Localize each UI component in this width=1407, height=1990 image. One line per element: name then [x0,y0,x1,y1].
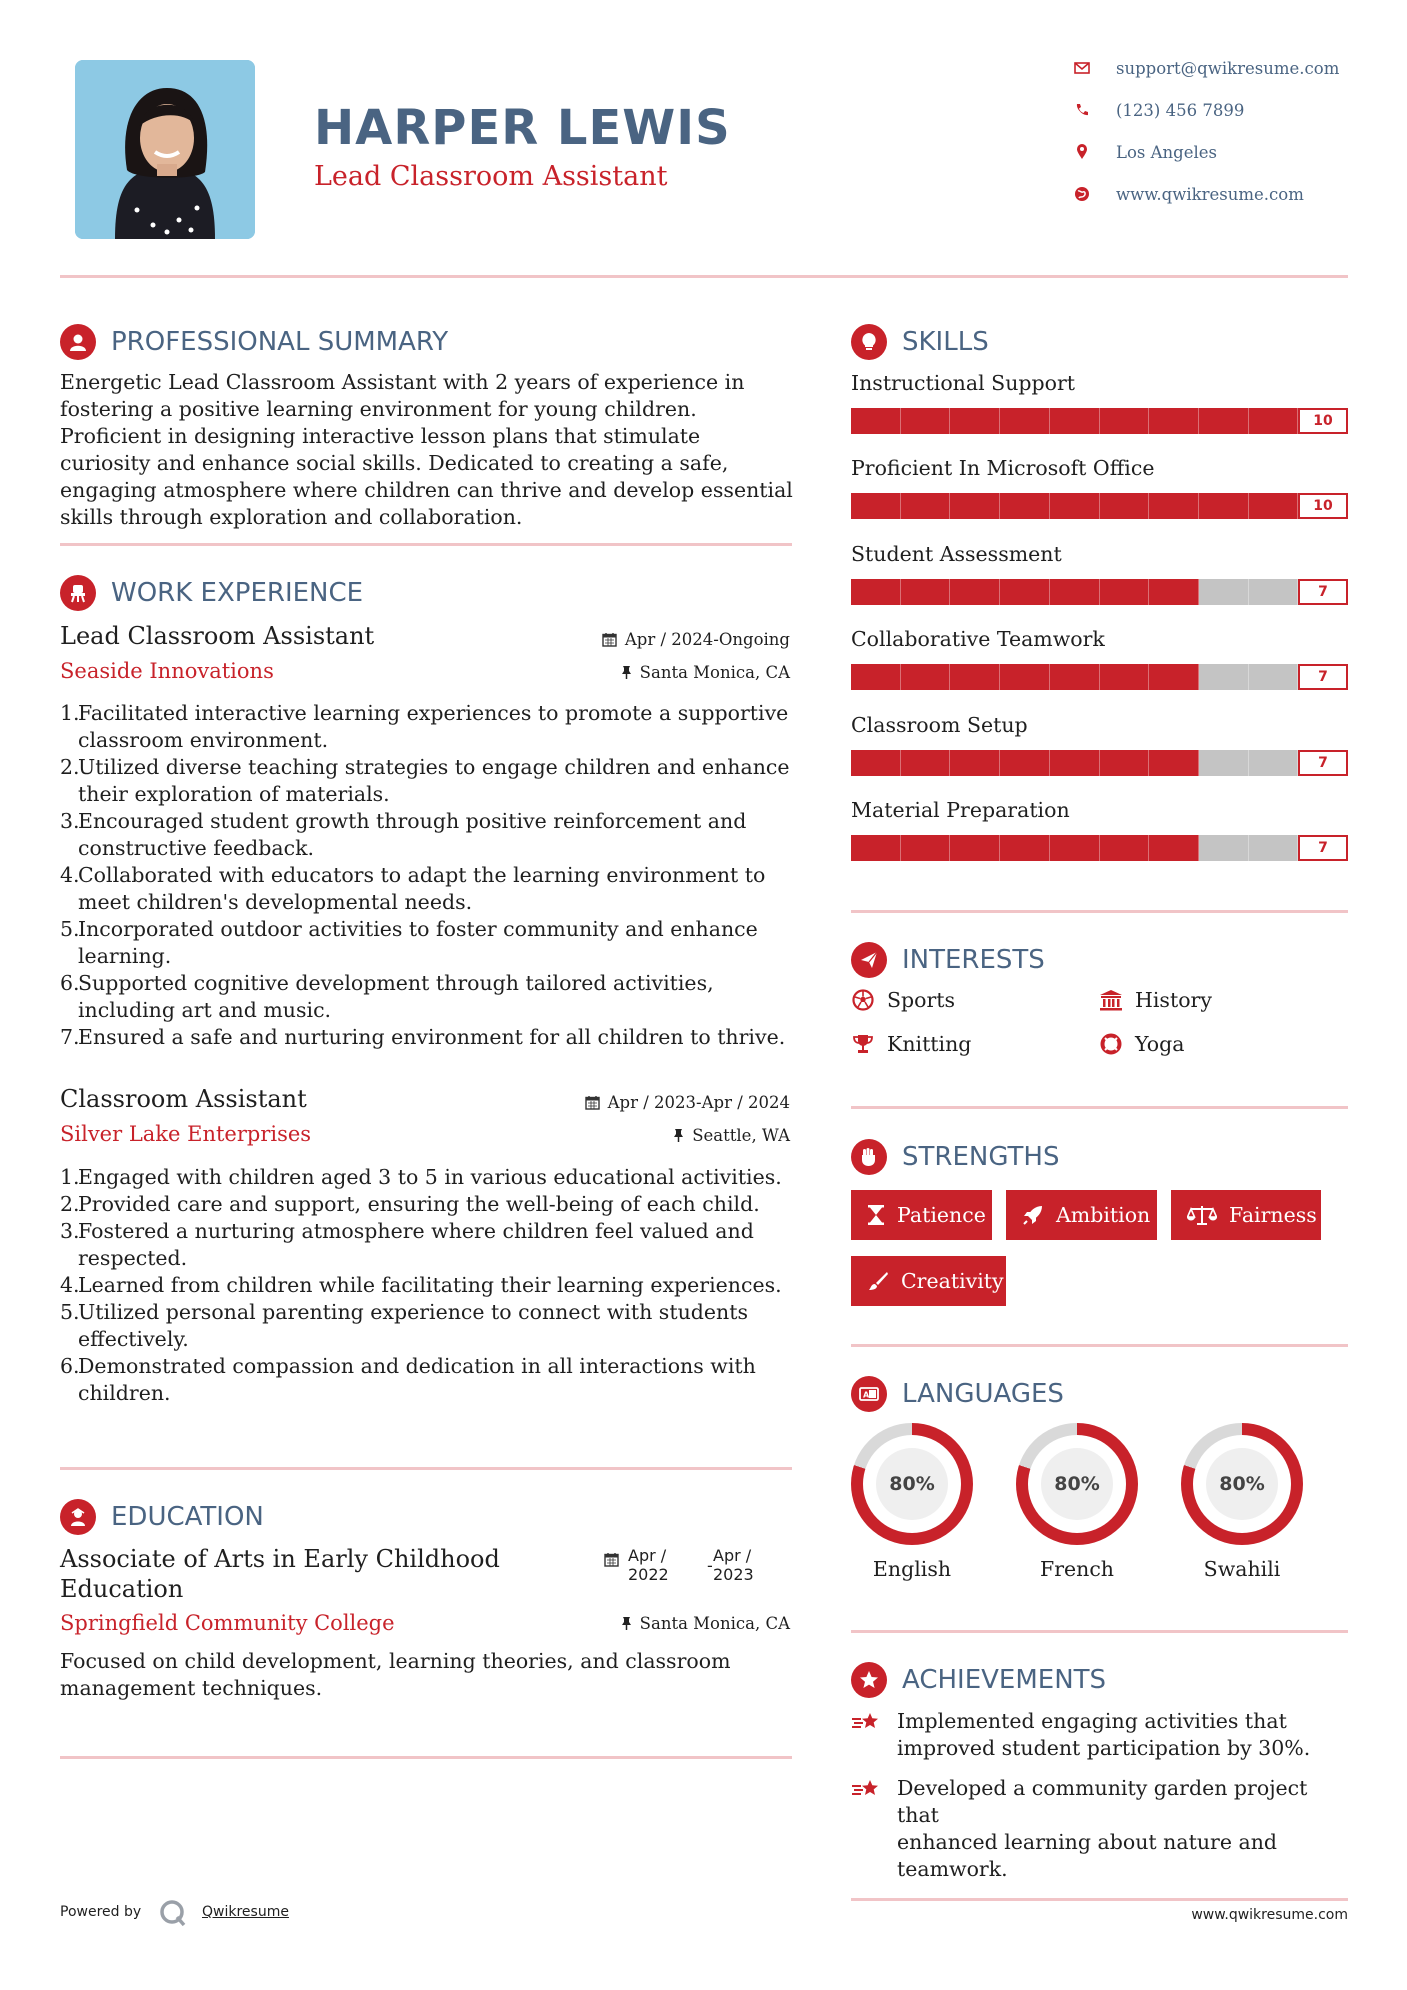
skill-bar-segment [1100,664,1150,690]
skills-heading [851,324,989,360]
skill-bar-segment [1000,664,1050,690]
skill-bar-segment [1249,493,1299,519]
contact-phone-text: (123) 456 7899 [1116,100,1245,120]
skill-bar-segment [1000,835,1050,861]
experience-divider [60,1467,792,1470]
strength-patience-label: Patience [897,1203,986,1227]
skill-bar-segment [1149,664,1199,690]
strength-creativity [851,1256,1006,1306]
language-progress-inner [1028,1435,1126,1533]
strength-ambition-label: Ambition [1056,1203,1151,1227]
job-1-role: Lead Classroom Assistant [60,622,375,650]
skill-bar-segment [901,750,951,776]
lifebuoy-icon [1099,1032,1123,1056]
fist-icon [851,1139,887,1175]
calendar-icon [585,1095,600,1110]
skill-bar-segment [851,835,901,861]
skill-bar-segment [950,493,1000,519]
skill-bar-segment [1100,579,1150,605]
education-school: Springfield Community College [60,1611,395,1635]
education-location [621,1614,790,1633]
interest-yoga [1099,1032,1184,1056]
interest-history-label: History [1135,988,1212,1012]
list-item: 5. Utilized personal parenting experience to connect with students effectively. [60,1300,748,1351]
job-1-location [621,663,790,682]
profile-photo [75,60,255,239]
achievement-2 [851,1775,1341,1883]
list-item: 4. Collaborated with educators to adapt the learning environment to meet children's developmental needs. [60,863,766,914]
strength-patience [851,1190,992,1240]
svg-text:A: A [863,1390,870,1400]
experience-heading [60,575,363,611]
museum-icon [1099,988,1123,1012]
summary-heading-text: PROFESSIONAL SUMMARY [111,327,449,357]
star-badge-icon [851,1662,887,1698]
job-2-role: Classroom Assistant [60,1085,307,1113]
list-item: 1. Facilitated interactive learning experiences to promote a supportive classroom environment. [60,701,789,752]
qwikresume-link[interactable]: Qwikresume [202,1904,289,1920]
skill-bar [851,750,1348,776]
strengths-divider [851,1344,1348,1347]
candidate-title: Lead Classroom Assistant [314,161,668,192]
lightbulb-icon [851,324,887,360]
pushpin-icon [621,665,632,680]
language-name: English [872,1557,952,1581]
candidate-name: HARPER LEWIS [314,100,731,156]
skill-bar-segment [851,750,901,776]
language-progress-ring [1181,1423,1303,1545]
language-progress-inner [863,1435,961,1533]
contact-location-text: Los Angeles [1116,142,1217,162]
graduate-icon [60,1499,96,1535]
education-divider [60,1756,792,1759]
skill-bar-segment [1149,408,1199,434]
summary-heading [60,324,448,360]
education-degree-line1: Associate of Arts in Early Childhood [60,1545,500,1573]
strengths-heading-text: STRENGTHS [902,1142,1060,1172]
job-2-dates [585,1093,790,1112]
footer-url[interactable]: www.qwikresume.com [1191,1907,1348,1923]
education-date-separator: - [707,1556,713,1575]
education-calendar-icon [604,1552,619,1571]
skill-bar-segment [1199,664,1249,690]
education-degree-line2: Education [60,1575,184,1603]
skill-name: Collaborative Teamwork [851,627,1105,652]
achievements-heading-text: ACHIEVEMENTS [902,1665,1107,1695]
job-2-company: Silver Lake Enterprises [60,1122,312,1146]
skill-bar-segment [901,664,951,690]
skill-bar-segment [1000,750,1050,776]
skill-bar [851,408,1348,434]
education-location-text: Santa Monica, CA [639,1614,790,1633]
skill-name: Classroom Setup [851,712,1028,737]
skill-level-value: 10 [1298,408,1348,434]
skill-name: Material Preparation [851,798,1070,822]
skill-bar-segment [1199,493,1249,519]
list-item: 7. Ensured a safe and nurturing environment for all children to thrive. [60,1025,786,1049]
skill-name: Instructional Support [851,371,1076,395]
education-heading-text: EDUCATION [111,1502,264,1532]
hourglass-icon [867,1204,885,1226]
interest-knitting [851,1032,971,1056]
skill-bar-segment [1100,493,1150,519]
shooting-star-icon [851,1708,883,1741]
qwikresume-logo-icon [158,1898,188,1932]
strength-ambition [1006,1190,1157,1240]
skill-bar-segment [901,493,951,519]
interest-yoga-label: Yoga [1135,1032,1185,1056]
trophy-icon [851,1032,875,1056]
skill-bar-segment [1100,408,1150,434]
language-progress-inner [1193,1435,1291,1533]
list-item: 3. Fostered a nurturing atmosphere where children feel valued and respected. [60,1219,754,1270]
education-date-start: Apr / 2022 [628,1546,669,1584]
skill-bar-segment [851,664,901,690]
skill-bar-segment [1199,579,1249,605]
skill-bar-segment [1249,664,1299,690]
list-item: 2. Utilized diverse teaching strategies to engage children and enhance their exploration of materials. [60,755,790,806]
interest-sports-label: Sports [887,988,956,1012]
job-2-dates-text: Apr / 2023-Apr / 2024 [607,1093,790,1112]
strength-fairness [1171,1190,1321,1240]
language-percent: 80% [876,1448,948,1520]
skill-name: Student Assessment [851,541,1062,566]
list-item: 6. Demonstrated compassion and dedication in all interactions with children. [60,1354,756,1405]
skill-bar-segment [950,579,1000,605]
language-name: French [1039,1557,1115,1581]
skill-bar-segment [950,835,1000,861]
skill-bar-segment [950,750,1000,776]
job-2-location-text: Seattle, WA [692,1126,790,1145]
skill-bar-segment [1050,579,1100,605]
contact-website[interactable] [1072,184,1304,204]
job-1-company: Seaside Innovations [60,659,274,683]
language-progress-ring [1016,1423,1138,1545]
skill-bar-segment [1050,750,1100,776]
skills-heading-text: SKILLS [902,327,989,357]
skill-bar-segment [1149,579,1199,605]
job-1-dates [602,630,790,649]
skill-bar-segment [1149,493,1199,519]
skill-bar-segment [901,835,951,861]
map-pin-icon [1072,142,1092,162]
skill-bar-segment [1050,408,1100,434]
job-2-duties [60,1164,800,1407]
pushpin-icon [673,1128,684,1143]
language-name: Swahili [1203,1557,1281,1581]
skill-bar-segment [1249,408,1299,434]
pushpin-icon [621,1616,632,1631]
globe-icon [1072,184,1092,204]
skill-level-value: 7 [1298,664,1348,690]
contact-email[interactable] [1072,58,1339,78]
interest-history [1099,988,1212,1012]
skill-bar-segment [1249,750,1299,776]
summary-text: Energetic Lead Classroom Assistant with 2 years of experience in fostering a positive learning environment for young children. Proficient in designing interactive lesson plans that stimulate curiosity and enhance social skills. Dedicated to creating a safe, engaging atmosphere where children can thrive and develop essential skills through exploration and collaboration. [60,370,793,529]
skill-bar-segment [1000,493,1050,519]
skill-bar-segment [1100,750,1150,776]
education-date-end: Apr / 2023 [713,1546,754,1584]
skill-bar-segment [1199,408,1249,434]
envelope-icon [1072,58,1092,78]
strength-creativity-label: Creativity [901,1269,1004,1293]
skill-level-value: 10 [1298,493,1348,519]
job-1-duties [60,700,800,1051]
languages-divider [851,1630,1348,1633]
skill-bar-segment [901,408,951,434]
skill-name: Proficient In Microsoft Office [851,456,1155,481]
skill-bar-segment [1050,664,1100,690]
interest-sports [851,988,955,1012]
skill-bar-segment [1199,835,1249,861]
languages-heading [851,1376,1064,1412]
contact-location [1072,142,1217,162]
interest-knitting-label: Knitting [887,1032,972,1056]
list-item: 6. Supported cognitive development through tailored activities, including art and music. [60,971,714,1022]
skill-level-value: 7 [1298,579,1348,605]
skill-bar-segment [1149,835,1199,861]
contact-phone[interactable] [1072,100,1244,120]
calendar-icon [602,632,617,647]
experience-heading-text: WORK EXPERIENCE [111,578,364,608]
contact-website-text: www.qwikresume.com [1116,184,1304,204]
job-2-location [673,1126,790,1145]
contact-email-text: support@qwikresume.com [1116,58,1340,78]
skill-bar-segment [950,664,1000,690]
powered-by-label: Powered by [60,1904,142,1920]
skill-bar-segment [901,579,951,605]
achievements-heading [851,1662,1106,1698]
list-item: 1. Engaged with children aged 3 to 5 in various educational activities. [60,1165,782,1189]
list-item: 2. Provided care and support, ensuring the well-being of each child. [60,1192,760,1216]
skill-bar [851,579,1348,605]
skills-divider [851,910,1348,913]
education-heading [60,1499,264,1535]
scales-icon [1187,1204,1217,1226]
skill-bar-segment [1249,579,1299,605]
language-percent: 80% [1206,1448,1278,1520]
soccer-ball-icon [851,988,875,1012]
languages-heading-text: LANGUAGES [902,1379,1064,1409]
interests-heading [851,942,1045,978]
skill-bar-segment [851,408,901,434]
phone-icon [1072,100,1092,120]
skill-bar-segment [1249,835,1299,861]
list-item: 3. Encouraged student growth through positive reinforcement and constructive feedback. [60,809,747,860]
achievement-2-text: Developed a community garden project that enhanced learning about nature and teamwork. [897,1776,1308,1881]
strength-fairness-label: Fairness [1229,1203,1317,1227]
skill-bar-segment [1100,835,1150,861]
user-icon [60,324,96,360]
achievements-divider [851,1898,1348,1901]
paper-plane-icon [851,942,887,978]
skill-level-value: 7 [1298,750,1348,776]
skill-bar-segment [1000,579,1050,605]
skill-level-value: 7 [1298,835,1348,861]
skill-bar [851,664,1348,690]
paintbrush-icon [867,1270,889,1292]
education-description: Focused on child development, learning theories, and classroom management techniques. [60,1649,731,1700]
achievement-1 [851,1708,1341,1762]
interests-divider [851,1106,1348,1109]
shooting-star-icon [851,1775,883,1808]
interests-heading-text: INTERESTS [902,945,1045,975]
rocket-icon [1022,1204,1044,1226]
skill-bar-segment [950,408,1000,434]
skill-bar-segment [851,493,901,519]
skill-bar-segment [1000,408,1050,434]
translate-icon [851,1376,887,1412]
skill-bar [851,493,1348,519]
skill-bar-segment [1050,835,1100,861]
strengths-heading [851,1139,1060,1175]
language-percent: 80% [1041,1448,1113,1520]
skill-bar-segment [1149,750,1199,776]
skill-bar-segment [1199,750,1249,776]
chair-icon [60,575,96,611]
list-item: 5. Incorporated outdoor activities to foster community and enhance learning. [60,917,758,968]
skill-bar-segment [851,579,901,605]
summary-divider [60,543,792,546]
job-1-dates-text: Apr / 2024-Ongoing [624,630,790,649]
job-1-location-text: Santa Monica, CA [639,663,790,682]
achievement-1-text: Implemented engaging activities that improved student participation by 30%. [897,1709,1311,1760]
list-item: 4. Learned from children while facilitating their learning experiences. [60,1273,782,1297]
language-progress-ring [851,1423,973,1545]
header-divider [60,275,1348,278]
skill-bar-segment [1050,493,1100,519]
skill-bar [851,835,1348,861]
